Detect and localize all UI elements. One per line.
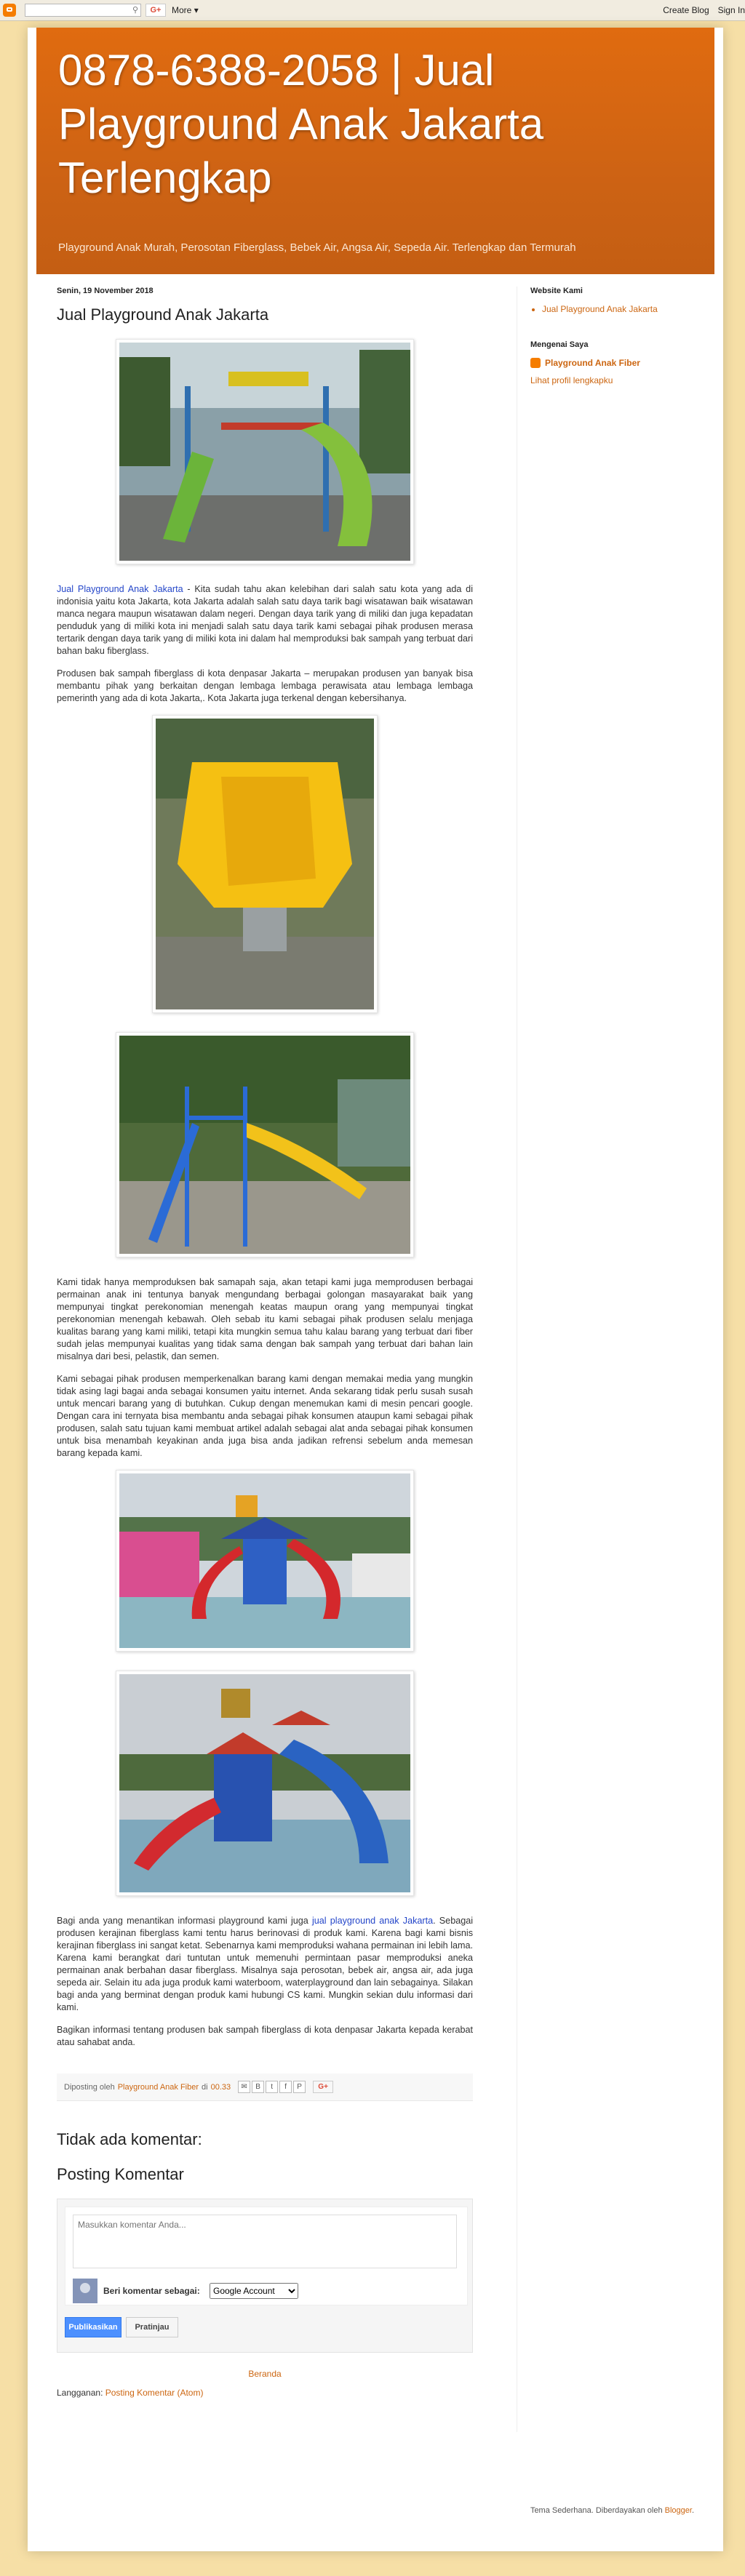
- post-link-jual-playground-2[interactable]: jual playground anak Jakarta: [311, 1916, 434, 1926]
- post-title: Jual Playground Anak Jakarta: [57, 305, 269, 324]
- footer-credit: [28, 2506, 723, 2515]
- comment-form: [57, 2199, 473, 2353]
- post-paragraph-4: Kami sebagai pihak produsen memperkenalkan barang kami dengan memakai media yang mungkin tidak asing lagi bagai anda sebagai konsumen yaitu internet. Anda sekarang tidak perlu susah susah untuk mencari barang yang di butuhkan. Cukup dengan menemukan kami di mesin pencari google. Dengan cara ini ternyata bisa membantu anda sebagai pihak konsumen ataupun kami sebagai pihak produsen, salah satu tujuan kami membuat artikel adalah sebagai alat anda sebagai pihak konsumen untuk bisa menambah keyakinan anda juga bisa anda jadikan refrensi sebelum anda memesan barang kepada kami.: [57, 1374, 473, 1458]
- page-container: [28, 28, 723, 2551]
- posted-by-label: Diposting oleh: [64, 2082, 115, 2092]
- search-icon[interactable]: ⚲: [132, 6, 138, 15]
- preview-button[interactable]: Pratinjau: [126, 2317, 178, 2337]
- profile-name[interactable]: Playground Anak Fiber: [545, 358, 640, 368]
- facebook-share-icon[interactable]: f: [279, 2081, 292, 2093]
- post-image-4[interactable]: [116, 1470, 414, 1652]
- blogger-link[interactable]: Blogger: [664, 2506, 692, 2515]
- blog-description: Playground Anak Murah, Perosotan Fiberglass, Bebek Air, Angsa Air, Sepeda Air. Terlengkap dan Termurah: [58, 241, 576, 254]
- post-author-link[interactable]: Playground Anak Fiber: [117, 2082, 199, 2092]
- post-paragraph-6: Bagikan informasi tentang produsen bak sampah fiberglass di kota denpasar Jakarta kepada kerabat atau sahabat anda.: [57, 2025, 473, 2047]
- publish-button[interactable]: Publikasikan: [65, 2317, 121, 2337]
- post-footer: [57, 2073, 473, 2101]
- website-heading: Website Kami: [530, 287, 583, 295]
- twitter-share-icon[interactable]: t: [266, 2081, 278, 2093]
- blogger-navbar: [0, 0, 745, 21]
- post-date: Senin, 19 November 2018: [57, 287, 154, 295]
- sign-in-link[interactable]: Sign In: [717, 5, 745, 15]
- post-time-link[interactable]: 00.33: [210, 2082, 231, 2092]
- about-heading: Mengenai Saya: [530, 340, 589, 349]
- navbar-search-input[interactable]: [25, 4, 141, 17]
- comment-input[interactable]: [73, 2215, 457, 2268]
- create-blog-link[interactable]: Create Blog: [663, 5, 709, 15]
- blogger-icon: [530, 358, 541, 368]
- comment-account-select[interactable]: [210, 2283, 298, 2299]
- blog-header: [36, 28, 714, 274]
- blog-title[interactable]: 0878-6388-2058 | Jual Playground Anak Jakarta Terlengkap: [58, 46, 544, 202]
- credit-text: Tema Sederhana. Diberdayakan oleh: [530, 2506, 665, 2515]
- credit-end: .: [691, 2506, 694, 2515]
- post-paragraph-5b: . Sebagai produsen kerajinan fiberglass kami tentu harus berinovasi di produk kami. Karena bagi kami bisnis kerajinan fiberglass ini sangat ketat. Sebenarnya kami memproduksi wahana permainan ini lebih lama. Karena kami berangkat dari tuntutan untuk memenuhi permintaan pasar memproduksi aneka permainan anak berbahan dasar fiberglass. Misalnya saja perosotan, bebek air, angsa air, ada juga sepeda air. Selain itu ada juga produk kami waterboom, waterplayground dan lain sebagainya. Silakan bagi anda yang berminat dengan produk kami hubungi CS kami. Mungkin sekian dulu informasi dari kami.: [57, 1916, 474, 2012]
- subscribe-label: Langganan:: [57, 2388, 105, 2398]
- pinterest-share-icon[interactable]: P: [293, 2081, 306, 2093]
- profile-name-link[interactable]: [530, 358, 727, 368]
- sidebar: [517, 287, 727, 2432]
- comment-as-label: Beri komentar sebagai:: [103, 2286, 200, 2296]
- email-share-icon[interactable]: ✉: [238, 2081, 250, 2093]
- blogger-logo-icon[interactable]: [3, 4, 16, 17]
- no-comments-heading: Tidak ada komentar:: [57, 2130, 202, 2148]
- main-column: [57, 287, 501, 2398]
- post-image-3[interactable]: [116, 1032, 414, 1257]
- home-link[interactable]: Beranda: [248, 2369, 282, 2379]
- chevron-down-icon: ▾: [194, 5, 199, 15]
- post-paragraph-1: - Kita sudah tahu akan kelebihan dari salah satu kota yang ada di indonisia yaitu kota Jakarta, kota Jakarta adalah salah satu daya tarik bagi wisatawan baik wisatawan manca negara maupun wisatawan dalam negeri. Dengan daya tarik yang di miliki dan juga kepadatan penduduk yang di miliki kota ini menjadi salah satu daya tarik kami sebagai pihak produsen merasa tertarik dengan daya tarik yang di miliki kota ini dalam hal memproduksi bak sampah yang terbuat dari bahan baku fiberglass.: [57, 584, 473, 656]
- gplus-share-button[interactable]: G+: [313, 2081, 333, 2093]
- profile-link[interactable]: Lihat profil lengkapku: [530, 375, 613, 385]
- post-comment-heading: Posting Komentar: [57, 2165, 184, 2183]
- posted-at-label: di: [202, 2082, 208, 2092]
- subscribe-line: [57, 2388, 501, 2398]
- subscribe-link[interactable]: Posting Komentar (Atom): [105, 2388, 204, 2398]
- post-body: [57, 339, 473, 2049]
- navbar-more-menu[interactable]: More ▾: [172, 5, 199, 15]
- post-link-jual-playground[interactable]: Jual Playground Anak Jakarta: [57, 584, 183, 594]
- post-paragraph-5a: Bagi anda yang menantikan informasi playground kami juga: [57, 1916, 312, 1926]
- post-image-2[interactable]: [152, 715, 378, 1013]
- post-image-5[interactable]: [116, 1671, 414, 1896]
- post-paragraph-3: Kami tidak hanya memproduksen bak samapah saja, akan tetapi kami juga memprodusen berbagai permainan anak ini tentunya banyak mengundang berbagai golongan masayarakat baik yang mempunyai tingkat perekonomian menengah keatas maupun orang yang mempunyai tingkat perekonomian menengah kebawah. Oleh sebab itu kami sebagai pihak produsen selalu menjaga kualitas barang yang kami miliki, tetapi kita mungkin semua tahu kalau barang yang terbuat dari fiber sudah jelas mempunyai kualitas yang tidak sama dengan bak sampah yang terbuat dari bahan lain misalnya dari besi, pelastik, dan semen.: [57, 1277, 473, 1361]
- navbar-gplus-button[interactable]: G+: [146, 4, 166, 17]
- website-link[interactable]: • Jual Playground Anak Jakarta: [542, 304, 727, 314]
- post-paragraph-2: Produsen bak sampah fiberglass di kota denpasar Jakarta – merupakan produsen yan banyak bisa membantu pihak yang berkaitan dengan lembaga lembaga perawisata atau lembaga lembaga pemerinth yang ada di kota Jakarta,. Kota Jakarta juga terkenal dengan kebersihanya.: [57, 668, 473, 703]
- post-image-1[interactable]: [116, 339, 414, 564]
- blogthis-share-icon[interactable]: B: [252, 2081, 264, 2093]
- avatar: [73, 2279, 97, 2303]
